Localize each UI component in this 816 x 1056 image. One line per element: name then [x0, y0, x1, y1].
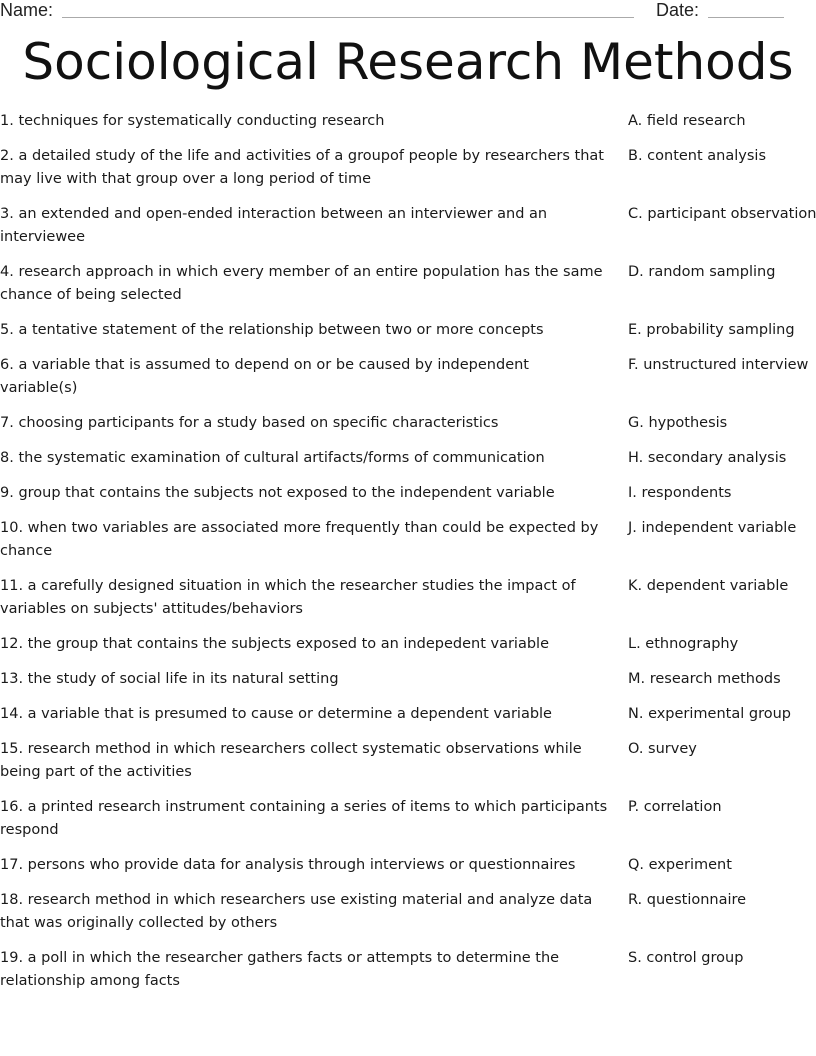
answer-option: S. control group — [628, 950, 744, 966]
matching-row — [0, 517, 816, 563]
answer-option: O. survey — [628, 741, 697, 757]
answer-option: E. probability sampling — [628, 322, 795, 338]
answer-option: G. hypothesis — [628, 415, 728, 431]
matching-row — [0, 110, 816, 133]
matching-row — [0, 319, 816, 342]
answer-option: K. dependent variable — [628, 578, 789, 594]
clue-text: 5. a tentative statement of the relationship between two or more concepts — [0, 322, 544, 338]
matching-row — [0, 447, 816, 470]
name-label: Name: — [0, 0, 54, 20]
clue-text: 9. group that contains the subjects not exposed to the independent variable — [0, 485, 555, 501]
matching-row — [0, 203, 816, 249]
matching-row — [0, 145, 816, 191]
clue-text: 13. the study of social life in its natural setting — [0, 671, 339, 687]
answer-option: Q. experiment — [628, 857, 732, 873]
answer-option: N. experimental group — [628, 706, 791, 722]
matching-row — [0, 703, 816, 726]
answer-option: R. questionnaire — [628, 892, 747, 908]
date-label: Date: — [656, 0, 700, 20]
matching-row — [0, 261, 816, 307]
answer-option: F. unstructured interview — [628, 357, 809, 373]
answer-option: H. secondary analysis — [628, 450, 787, 466]
matching-row — [0, 796, 816, 842]
clue-text: 14. a variable that is presumed to cause or determine a dependent variable — [0, 706, 552, 722]
matching-row — [0, 854, 816, 877]
answer-option: D. random sampling — [628, 264, 776, 280]
date-blank-line[interactable] — [708, 17, 784, 18]
matching-row — [0, 575, 816, 621]
answer-option: J. independent variable — [628, 520, 797, 536]
clue-text: 6. a variable that is assumed to depend on or be caused by independent variable(s) — [0, 357, 529, 396]
worksheet-title: Sociological Research Methods — [22, 33, 794, 91]
worksheet-header — [0, 0, 816, 26]
matching-row — [0, 889, 816, 935]
answer-option: P. correlation — [628, 799, 722, 815]
clue-text: 11. a carefully designed situation in which the researcher studies the impact of variables on subjects' attitudes/behaviors — [0, 578, 576, 617]
matching-row — [0, 354, 816, 400]
answer-option: L. ethnography — [628, 636, 739, 652]
clue-text: 4. research approach in which every member of an entire population has the same chance of being selected — [0, 264, 603, 303]
matching-row — [0, 482, 816, 505]
clue-text: 3. an extended and open-ended interaction between an interviewer and an interviewee — [0, 206, 548, 245]
answer-option: C. participant observation — [628, 206, 816, 222]
matching-row — [0, 633, 816, 656]
clue-text: 7. choosing participants for a study based on specific characteristics — [0, 415, 499, 431]
clue-text: 2. a detailed study of the life and activities of a groupof people by researchers that may live with that group over a long period of time — [0, 148, 604, 187]
answer-option: M. research methods — [628, 671, 781, 687]
clue-text: 18. research method in which researchers use existing material and analyze data that was originally collected by others — [0, 892, 593, 931]
clue-text: 19. a poll in which the researcher gathers facts or attempts to determine the relationship among facts — [0, 950, 560, 989]
name-blank-line[interactable] — [62, 17, 634, 18]
matching-row — [0, 947, 816, 993]
clue-text: 15. research method in which researchers collect systematic observations while being part of the activities — [0, 741, 582, 780]
answer-option: A. field research — [628, 113, 746, 129]
clue-text: 16. a printed research instrument containing a series of items to which participants respond — [0, 799, 608, 838]
answer-option: B. content analysis — [628, 148, 766, 164]
clue-text: 1. techniques for systematically conducting research — [0, 113, 385, 129]
matching-list — [0, 110, 816, 1005]
clue-text: 17. persons who provide data for analysis through interviews or questionnaires — [0, 857, 576, 873]
clue-text: 12. the group that contains the subjects exposed to an indepedent variable — [0, 636, 549, 652]
clue-text: 10. when two variables are associated more frequently than could be expected by chance — [0, 520, 599, 559]
matching-row — [0, 668, 816, 691]
matching-row — [0, 412, 816, 435]
matching-row — [0, 738, 816, 784]
clue-text: 8. the systematic examination of cultural artifacts/forms of communication — [0, 450, 545, 466]
answer-option: I. respondents — [628, 485, 732, 501]
